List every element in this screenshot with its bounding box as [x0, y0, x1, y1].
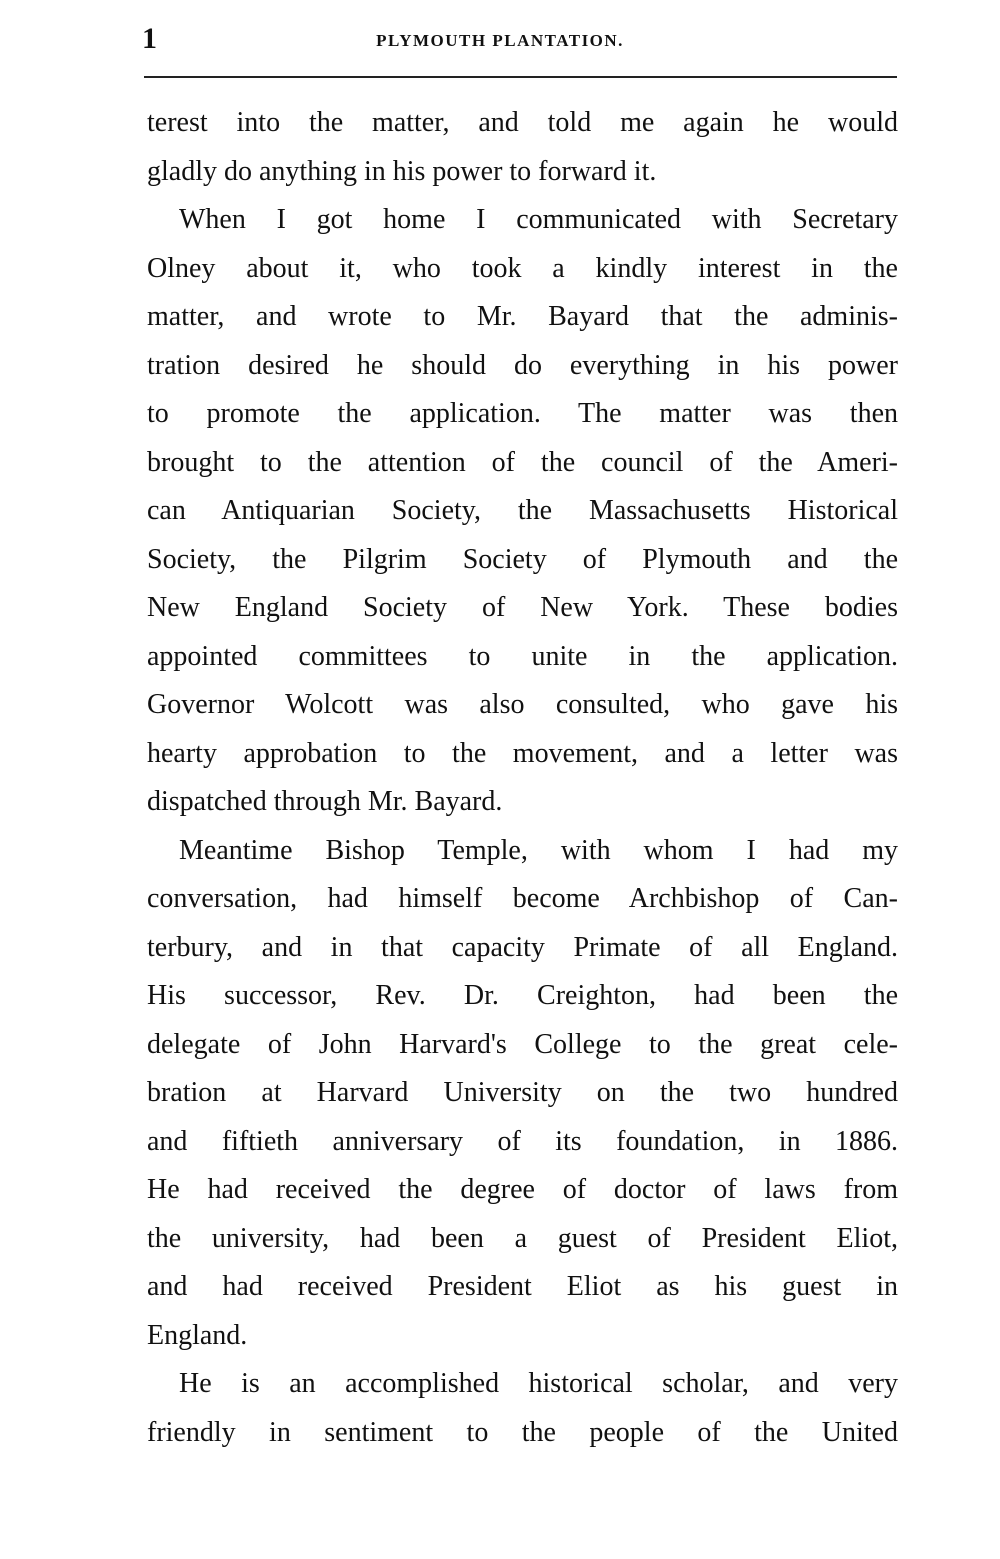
text-line: and had received President Eliot as his guest in	[147, 1271, 898, 1302]
text-line: hearty approbation to the movement, and a letter was	[147, 737, 898, 769]
text-line: gladly do anything in his power to forward it.	[147, 155, 657, 187]
text-line: Society, the Pilgrim Society of Plymouth and the	[147, 543, 898, 575]
text-line: matter, and wrote to Mr. Bayard that the adminis-	[147, 301, 898, 332]
text-line: can Antiquarian Society, the Massachusetts Historical	[147, 495, 898, 526]
text-line: Governor Wolcott was also consulted, who gave his	[147, 689, 898, 720]
text-line: England.	[147, 1319, 248, 1351]
text-line: tration desired he should do everything in his power	[147, 349, 898, 381]
text-line: to promote the application. The matter was then	[147, 398, 898, 429]
text-line: the university, had been a guest of President Eliot,	[147, 1222, 898, 1254]
text-line: conversation, had himself become Archbishop of Can-	[147, 883, 898, 914]
text-line: terbury, and in that capacity Primate of all England.	[147, 931, 898, 963]
text-line: His successor, Rev. Dr. Creighton, had been the	[147, 980, 898, 1011]
running-head: PLYMOUTH PLANTATION.	[376, 31, 624, 50]
text-line: terest into the matter, and told me again he would	[147, 107, 898, 138]
text-line: He had received the degree of doctor of laws from	[147, 1174, 898, 1205]
text-line: Olney about it, who took a kindly interest in the	[147, 252, 898, 284]
text-line: He is an accomplished historical scholar, and very	[179, 1368, 898, 1399]
text-line: delegate of John Harvard's College to the great cele-	[147, 1028, 898, 1060]
text-line: and fiftieth anniversary of its foundation, in 1886.	[147, 1125, 898, 1157]
page-number: 1	[142, 22, 157, 55]
body-text	[147, 99, 898, 1457]
text-line: bration at Harvard University on the two hundred	[147, 1077, 898, 1108]
text-line: brought to the attention of the council of the Ameri-	[147, 446, 898, 478]
text-line: friendly in sentiment to the people of the United	[147, 1416, 898, 1448]
text-line: dispatched through Mr. Bayard.	[147, 786, 503, 817]
header-rule	[144, 76, 897, 78]
text-line: When I got home I communicated with Secretary	[179, 204, 898, 235]
text-line: New England Society of New York. These bodies	[147, 592, 898, 623]
text-line: appointed committees to unite in the application.	[147, 640, 898, 672]
text-line: Meantime Bishop Temple, with whom I had my	[179, 834, 898, 866]
